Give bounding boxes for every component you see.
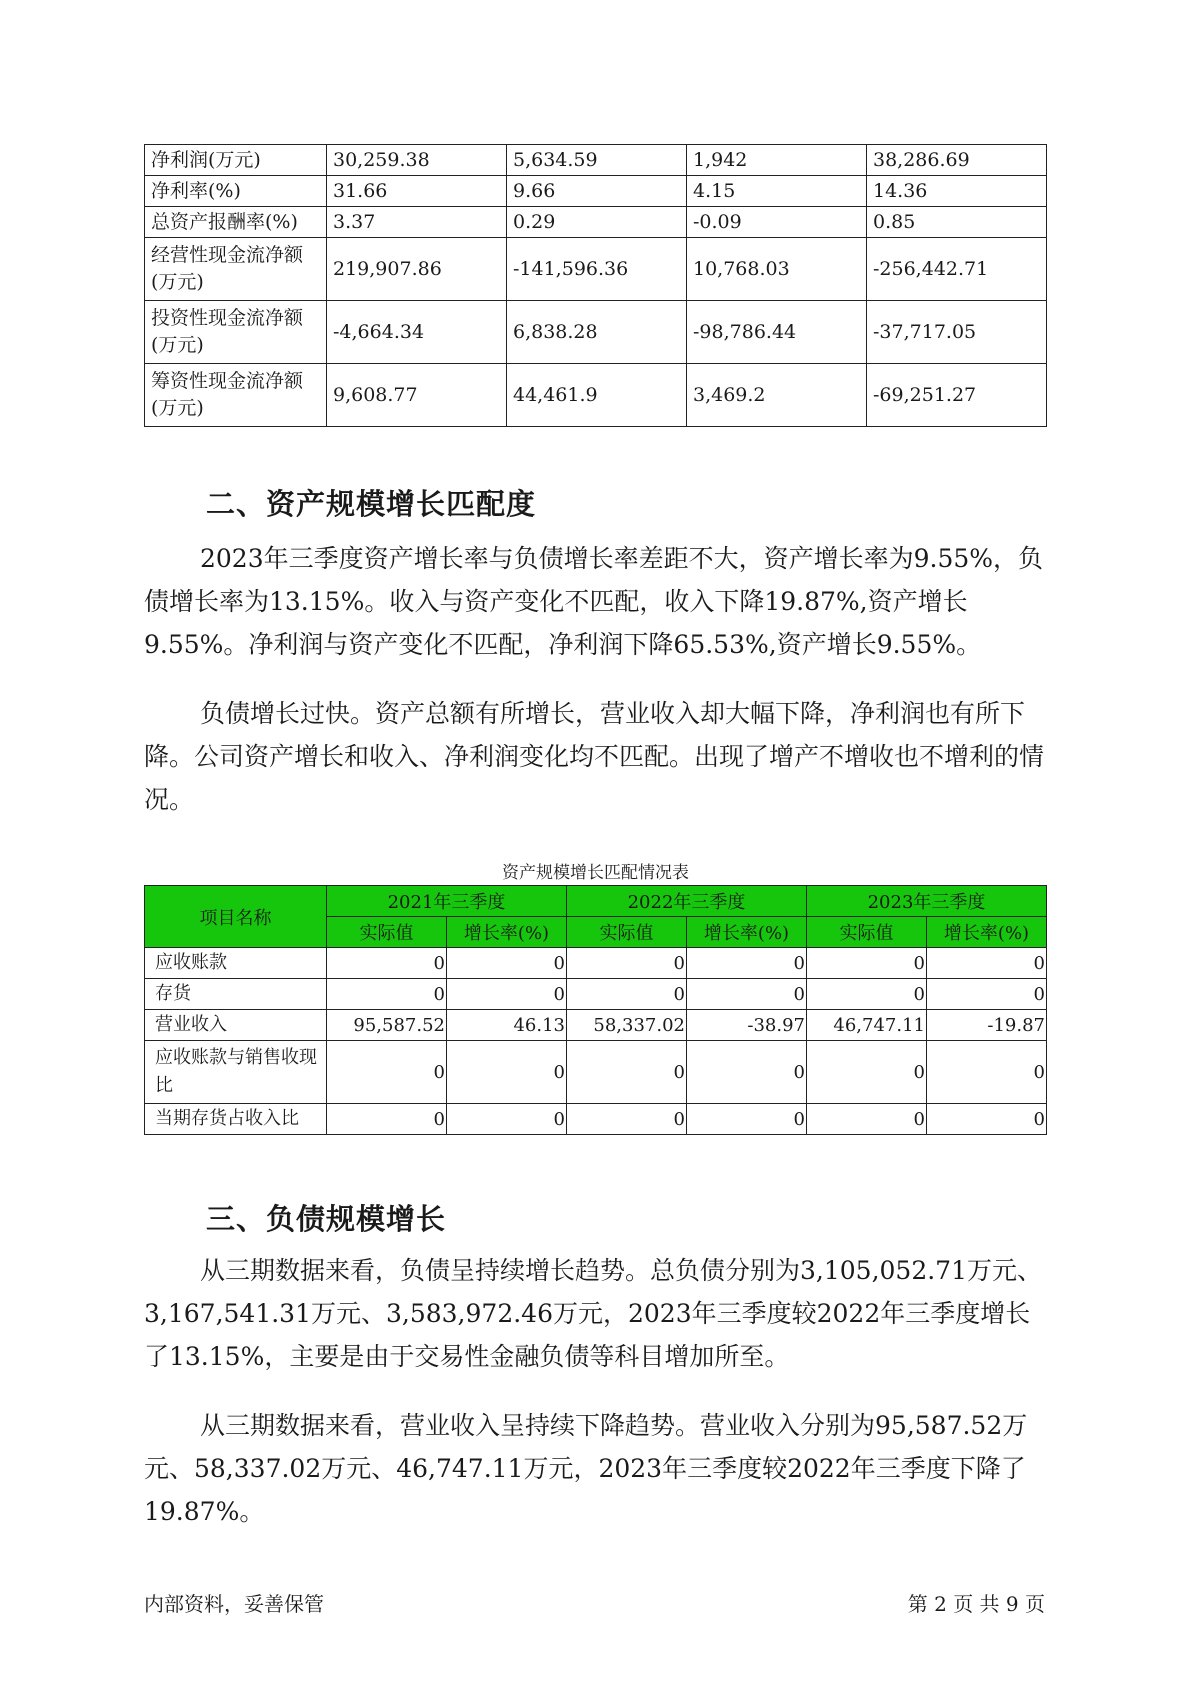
table-row — [145, 1010, 1047, 1041]
cell: 0 — [927, 1041, 1047, 1104]
cell: 0 — [807, 948, 927, 979]
cell: 0 — [447, 1041, 567, 1104]
table-row — [145, 948, 1047, 979]
table-row — [145, 207, 1047, 238]
cell: 0 — [567, 948, 687, 979]
cell: -69,251.27 — [867, 364, 1047, 427]
cell: -19.87 — [927, 1010, 1047, 1041]
cell: 46.13 — [447, 1010, 567, 1041]
cell: 6,838.28 — [507, 301, 687, 364]
table-row — [145, 1041, 1047, 1104]
financial-indicators-table — [144, 144, 1047, 427]
paragraph: 2023年三季度资产增长率与负债增长率差距不大，资产增长率为9.55%，负债增长率为13.15%。收入与资产变化不匹配，收入下降19.87%,资产增长9.55%。净利润与资产变化不匹配，净利润下降65.53%,资产增长9.55%。 — [144, 544, 1044, 659]
table-caption: 资产规模增长匹配情况表 — [502, 863, 689, 883]
cell: 5,634.59 — [507, 145, 687, 176]
asset-growth-match-table — [144, 885, 1047, 1135]
cell: 0 — [927, 979, 1047, 1010]
section-heading-asset-growth: 二、资产规模增长匹配度 — [206, 487, 537, 521]
column-header-actual: 实际值 — [807, 917, 927, 948]
column-header-growth: 增长率(%) — [687, 917, 807, 948]
section-heading-liability-growth: 三、负债规模增长 — [206, 1202, 447, 1236]
row-label: 投资性现金流净额(万元) — [145, 301, 327, 364]
column-header-growth: 增长率(%) — [927, 917, 1047, 948]
table-row — [145, 364, 1047, 427]
cell: 0 — [927, 1104, 1047, 1135]
cell: -0.09 — [687, 207, 867, 238]
row-label: 营业收入 — [145, 1010, 327, 1041]
cell: 14.36 — [867, 176, 1047, 207]
cell: 0 — [687, 979, 807, 1010]
table-row — [145, 301, 1047, 364]
column-header-actual: 实际值 — [567, 917, 687, 948]
table-row — [145, 979, 1047, 1010]
paragraph: 负债增长过快。资产总额有所增长，营业收入却大幅下降，净利润也有所下降。公司资产增长和收入、净利润变化均不匹配。出现了增产不增收也不增利的情况。 — [144, 699, 1045, 814]
column-header-period: 2021年三季度 — [327, 886, 567, 917]
cell: -98,786.44 — [687, 301, 867, 364]
cell: 0.29 — [507, 207, 687, 238]
cell: -38.97 — [687, 1010, 807, 1041]
column-header-actual: 实际值 — [327, 917, 447, 948]
row-label: 筹资性现金流净额(万元) — [145, 364, 327, 427]
row-label: 存货 — [145, 979, 327, 1010]
paragraph: 从三期数据来看，营业收入呈持续下降趋势。营业收入分别为95,587.52万元、58,337.02万元、46,747.11万元，2023年三季度较2022年三季度下降了19.87%。 — [144, 1411, 1028, 1526]
cell: 4.15 — [687, 176, 867, 207]
cell: 38,286.69 — [867, 145, 1047, 176]
cell: 0 — [567, 1104, 687, 1135]
cell: 0 — [807, 1104, 927, 1135]
row-label: 当期存货占收入比 — [145, 1104, 327, 1135]
row-label: 净利率(%) — [145, 176, 327, 207]
table-row — [145, 238, 1047, 301]
row-label: 应收账款与销售收现比 — [145, 1041, 327, 1104]
cell: 0 — [807, 979, 927, 1010]
column-header-period: 2022年三季度 — [567, 886, 807, 917]
cell: 0 — [327, 1104, 447, 1135]
cell: 0.85 — [867, 207, 1047, 238]
header-row — [145, 886, 1047, 917]
row-label: 经营性现金流净额(万元) — [145, 238, 327, 301]
cell: 0 — [687, 1104, 807, 1135]
cell: 9.66 — [507, 176, 687, 207]
row-label: 总资产报酬率(%) — [145, 207, 327, 238]
cell: 1,942 — [687, 145, 867, 176]
column-header-period: 2023年三季度 — [807, 886, 1047, 917]
cell: 0 — [327, 979, 447, 1010]
cell: 219,907.86 — [327, 238, 507, 301]
table-row — [145, 1104, 1047, 1135]
cell: 0 — [687, 1041, 807, 1104]
cell: 0 — [567, 1041, 687, 1104]
cell: 0 — [567, 979, 687, 1010]
cell: 3.37 — [327, 207, 507, 238]
cell: 10,768.03 — [687, 238, 867, 301]
cell: 95,587.52 — [327, 1010, 447, 1041]
cell: 58,337.02 — [567, 1010, 687, 1041]
cell: 31.66 — [327, 176, 507, 207]
cell: -141,596.36 — [507, 238, 687, 301]
cell: 9,608.77 — [327, 364, 507, 427]
cell: 0 — [327, 1041, 447, 1104]
footer-page-number: 第 2 页 共 9 页 — [907, 1592, 1045, 1616]
column-header-item: 项目名称 — [145, 886, 327, 948]
table-row — [145, 145, 1047, 176]
table-row — [145, 176, 1047, 207]
cell: 0 — [927, 948, 1047, 979]
cell: 30,259.38 — [327, 145, 507, 176]
cell: 0 — [447, 1104, 567, 1135]
footer-confidential-note: 内部资料，妥善保管 — [144, 1592, 324, 1616]
cell: 44,461.9 — [507, 364, 687, 427]
cell: -4,664.34 — [327, 301, 507, 364]
row-label: 净利润(万元) — [145, 145, 327, 176]
cell: -37,717.05 — [867, 301, 1047, 364]
cell: -256,442.71 — [867, 238, 1047, 301]
column-header-growth: 增长率(%) — [447, 917, 567, 948]
cell: 0 — [447, 979, 567, 1010]
cell: 0 — [327, 948, 447, 979]
cell: 0 — [447, 948, 567, 979]
cell: 0 — [807, 1041, 927, 1104]
cell: 46,747.11 — [807, 1010, 927, 1041]
paragraph: 从三期数据来看，负债呈持续增长趋势。总负债分别为3,105,052.71万元、3,167,541.31万元、3,583,972.46万元，2023年三季度较2022年三季度增长了13.15%，主要是由于交易性金融负债等科目增加所至。 — [144, 1256, 1042, 1371]
cell: 0 — [687, 948, 807, 979]
row-label: 应收账款 — [145, 948, 327, 979]
cell: 3,469.2 — [687, 364, 867, 427]
